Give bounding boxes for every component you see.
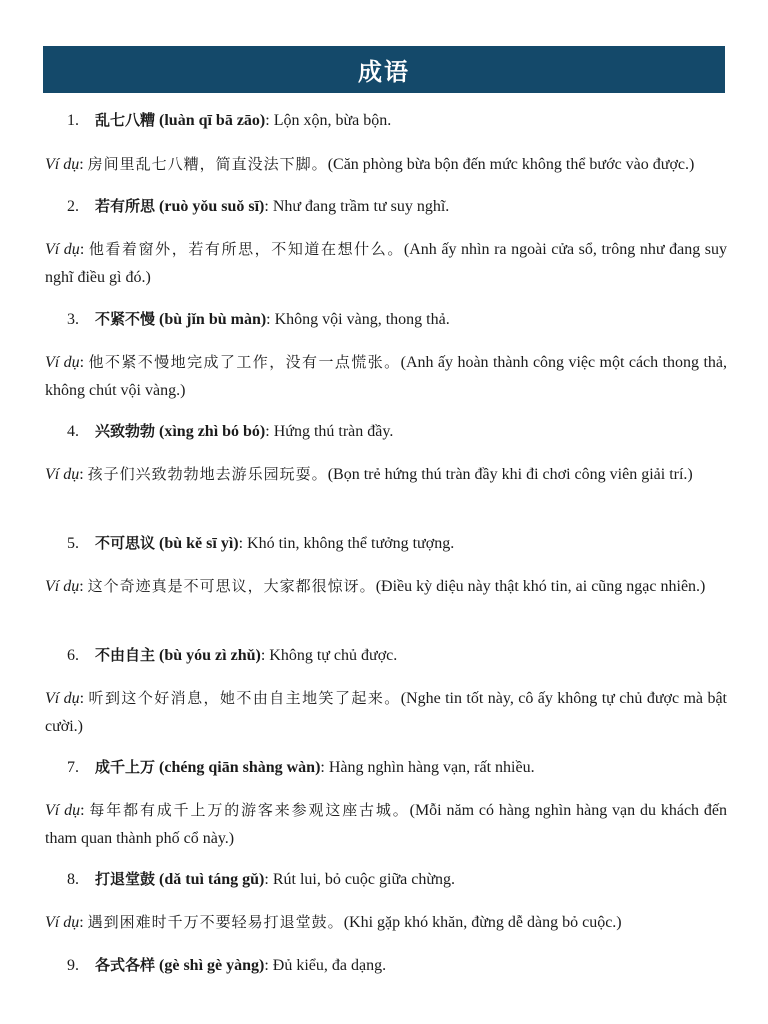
example-vietnamese: (Điều kỳ diệu này thật khó tin, ai cũng ngạc nhiên.) bbox=[375, 578, 706, 595]
idiom-chinese: 不由自主 bbox=[95, 646, 156, 664]
idiom-meaning: : Như đang trầm tư suy nghĩ. bbox=[264, 198, 450, 215]
idiom-pinyin: (gè shì gè yàng) bbox=[159, 957, 265, 974]
example-label: Ví dụ bbox=[45, 354, 80, 371]
idiom-entry-4 bbox=[67, 420, 393, 443]
idiom-meaning: : Rút lui, bỏ cuộc giữa chừng. bbox=[264, 871, 456, 888]
idiom-meaning: : Khó tin, không thể tưởng tượng. bbox=[238, 535, 455, 552]
example-label: Ví dụ bbox=[45, 802, 81, 819]
idiom-pinyin: (bù yóu zì zhǔ) bbox=[159, 647, 261, 664]
idiom-meaning: : Hàng nghìn hàng vạn, rất nhiều. bbox=[320, 759, 535, 776]
example-8: Ví dụ: 遇到困难时千万不要轻易打退堂鼓。(Khi gặp khó khăn, đừng dễ dàng bỏ cuộc.) bbox=[45, 913, 622, 931]
example-vietnamese: (Bọn trẻ hứng thú tràn đầy khi đi chơi công viên giải trí.) bbox=[327, 466, 693, 483]
idiom-entry-8 bbox=[67, 868, 455, 891]
idiom-entry-1 bbox=[67, 109, 391, 132]
idiom-entry-3 bbox=[67, 308, 450, 331]
idiom-number: 3. bbox=[67, 311, 79, 328]
idiom-pinyin: (bù kě sī yì) bbox=[159, 535, 239, 552]
idiom-chinese: 成千上万 bbox=[95, 758, 156, 776]
idiom-number: 8. bbox=[67, 871, 79, 888]
example-label: Ví dụ bbox=[45, 914, 80, 931]
idiom-chinese: 打退堂鼓 bbox=[95, 870, 156, 888]
example-vietnamese: (Mỗi năm có hàng nghìn hàng vạn du khách đến tham quan thành phố cổ này.) bbox=[45, 802, 728, 847]
idiom-chinese: 不紧不慢 bbox=[95, 310, 156, 328]
idiom-entry-2 bbox=[67, 195, 449, 218]
example-label: Ví dụ bbox=[45, 156, 80, 173]
example-4: Ví dụ: 孩子们兴致勃勃地去游乐园玩耍。(Bọn trẻ hứng thú tràn đầy khi đi chơi công viên giải trí.) bbox=[45, 465, 693, 483]
idiom-number: 7. bbox=[67, 759, 79, 776]
example-1: Ví dụ: 房间里乱七八糟，简直没法下脚。(Căn phòng bừa bộn đến mức không thể bước vào được.) bbox=[45, 155, 695, 173]
example-vietnamese: (Khi gặp khó khăn, đừng dễ dàng bỏ cuộc.) bbox=[343, 914, 622, 931]
example-7: Ví dụ: 每年都有成千上万的游客来参观这座古城。(Mỗi năm có hàng nghìn hàng vạn du khách đến tham quan thành phố cổ này.) bbox=[45, 801, 728, 847]
idiom-meaning: : Không tự chủ được. bbox=[260, 647, 398, 664]
example-chinese: 房间里乱七八糟，简直没法下脚。 bbox=[87, 155, 328, 173]
idiom-pinyin: (ruò yǒu suǒ sī) bbox=[159, 198, 265, 215]
example-chinese: 孩子们兴致勃勃地去游乐园玩耍。 bbox=[87, 465, 328, 483]
example-label: Ví dụ bbox=[45, 578, 80, 595]
idiom-entry-9 bbox=[67, 954, 386, 977]
page-title: 成语 bbox=[43, 46, 725, 93]
example-6: Ví dụ: 听到这个好消息，她不由自主地笑了起来。(Nghe tin tốt này, cô ấy không tự chủ được mà bật cười.) bbox=[45, 689, 728, 735]
example-vietnamese: (Anh ấy nhìn ra ngoài cửa sổ, trông như đang suy nghĩ điều gì đó.) bbox=[45, 241, 728, 286]
example-chinese: 这个奇迹真是不可思议，大家都很惊讶。 bbox=[87, 577, 376, 595]
idiom-pinyin: (dǎ tuì táng gǔ) bbox=[159, 871, 265, 888]
idiom-meaning: : Không vội vàng, thong thả. bbox=[266, 311, 450, 328]
idiom-number: 1. bbox=[67, 112, 79, 129]
idiom-pinyin: (luàn qī bā zāo) bbox=[159, 112, 266, 129]
idiom-chinese: 各式各样 bbox=[95, 956, 156, 974]
idiom-meaning: : Hứng thú tràn đầy. bbox=[265, 423, 394, 440]
idiom-entry-6 bbox=[67, 644, 397, 667]
idiom-chinese: 若有所思 bbox=[95, 197, 156, 215]
example-chinese: 遇到困难时千万不要轻易打退堂鼓。 bbox=[87, 913, 344, 931]
idiom-number: 6. bbox=[67, 647, 79, 664]
idiom-pinyin: (chéng qiān shàng wàn) bbox=[159, 759, 321, 776]
example-vietnamese: (Căn phòng bừa bộn đến mức không thể bước vào được.) bbox=[327, 156, 695, 173]
example-label: Ví dụ bbox=[45, 466, 80, 483]
idiom-entry-5 bbox=[67, 532, 454, 555]
idiom-entry-7 bbox=[67, 756, 535, 779]
idiom-chinese: 不可思议 bbox=[95, 534, 156, 552]
example-label: Ví dụ bbox=[45, 241, 80, 258]
example-vietnamese: (Anh ấy hoàn thành công việc một cách thong thả, không chút vội vàng.) bbox=[45, 354, 728, 399]
example-3: Ví dụ: 他不紧不慢地完成了工作，没有一点慌张。(Anh ấy hoàn thành công việc một cách thong thả, không chút vội vàng.) bbox=[45, 353, 728, 399]
idiom-pinyin: (xìng zhì bó bó) bbox=[159, 423, 266, 440]
idiom-number: 5. bbox=[67, 535, 79, 552]
example-vietnamese: (Nghe tin tốt này, cô ấy không tự chủ được mà bật cười.) bbox=[45, 690, 728, 735]
idiom-chinese: 兴致勃勃 bbox=[95, 422, 156, 440]
example-2: Ví dụ: 他看着窗外，若有所思，不知道在想什么。(Anh ấy nhìn ra ngoài cửa sổ, trông như đang suy nghĩ điều gì đó.) bbox=[45, 240, 728, 286]
example-label: Ví dụ bbox=[45, 690, 80, 707]
example-chinese: 每年都有成千上万的游客来参观这座古城。 bbox=[89, 801, 410, 819]
idiom-number: 2. bbox=[67, 198, 79, 215]
example-chinese: 他不紧不慢地完成了工作，没有一点慌张。 bbox=[88, 353, 401, 371]
example-chinese: 他看着窗外，若有所思，不知道在想什么。 bbox=[88, 240, 404, 258]
idiom-chinese: 乱七八糟 bbox=[95, 111, 156, 129]
idiom-number: 9. bbox=[67, 957, 79, 974]
idiom-meaning: : Đủ kiểu, đa dạng. bbox=[264, 957, 387, 974]
example-chinese: 听到这个好消息，她不由自主地笑了起来。 bbox=[88, 689, 401, 707]
idiom-number: 4. bbox=[67, 423, 79, 440]
example-5: Ví dụ: 这个奇迹真是不可思议，大家都很惊讶。(Điều kỳ diệu này thật khó tin, ai cũng ngạc nhiên.) bbox=[45, 577, 706, 595]
idiom-pinyin: (bù jǐn bù màn) bbox=[159, 311, 267, 328]
idiom-meaning: : Lộn xộn, bừa bộn. bbox=[265, 112, 392, 129]
